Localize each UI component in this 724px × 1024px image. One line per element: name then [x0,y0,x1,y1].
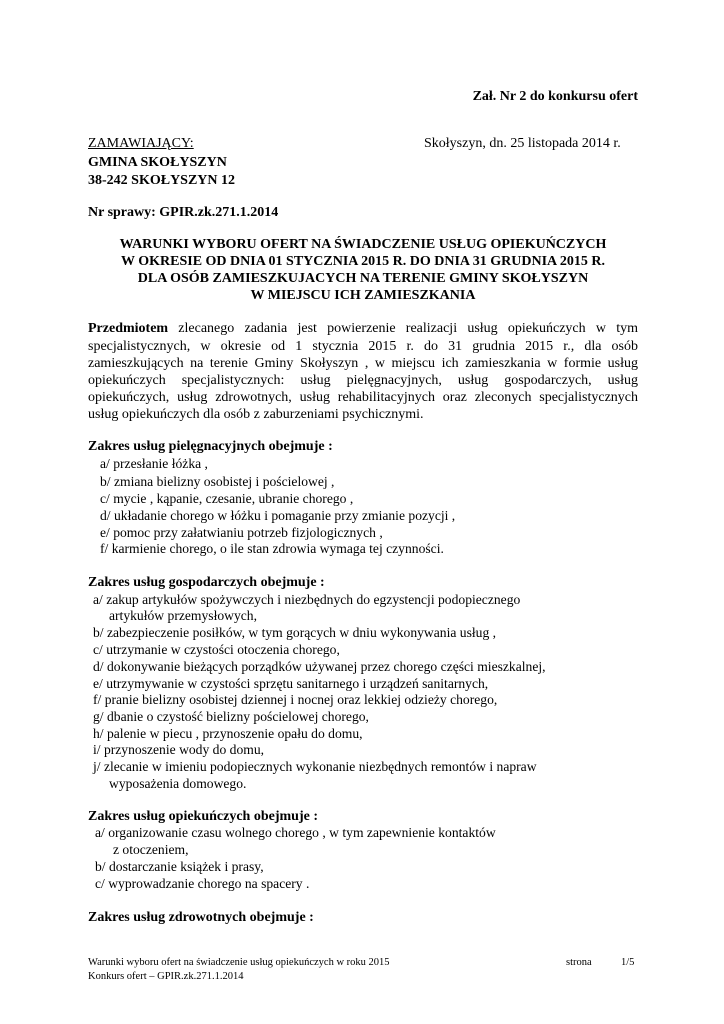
household-item: wyposażenia domowego. [109,776,247,791]
contracting-address: 38-242 SKOŁYSZYN 12 [88,173,236,188]
footer-line-2: Konkurs ofert – GPIR.zk.271.1.2014 [88,971,244,982]
nursing-item: f/ karmienie chorego, o ile stan zdrowia wymaga tej czynności. [100,541,444,556]
nursing-item: c/ mycie , kąpanie, czesanie, ubranie chorego , [100,491,354,506]
nursing-item: e/ pomoc przy załatwianiu potrzeb fizjologicznych , [100,525,383,540]
subject-line-5: opiekuńczych, usług zdrowotnych, usług rehabilitacyjnych oraz zleconych specjalistycznych [88,390,638,405]
subject-line-1-text: zlecanego zadania jest powierzenie realizacji usług opiekuńczych w tym [168,321,638,336]
nursing-item: b/ zmiana bielizny osobistej i pościelowej , [100,474,335,489]
subject-lead: Przedmiotem [88,321,169,336]
household-heading: Zakres usług gospodarczych obejmuje : [88,575,325,590]
subject-line-3: zamieszkujących na terenie Gminy Skołyszyn , w miejscu ich zamieszkania w formie usług [88,356,638,371]
household-item: g/ dbanie o czystość bielizny pościelowej chorego, [93,709,369,724]
subject-line-6: usług opiekuńczych dla osób z zaburzeniami psychicznymi. [88,407,424,422]
title-line-3: DLA OSÓB ZAMIESZKUJACYCH NA TERENIE GMINY SKOŁYSZYN [137,271,589,286]
household-item: j/ zlecanie w imieniu podopiecznych wykonanie niezbędnych remontów i napraw [93,759,537,774]
care-item: a/ organizowanie czasu wolnego chorego , w tym zapewnienie kontaktów [95,825,496,840]
care-item: c/ wyprowadzanie chorego na spacery . [95,876,310,891]
household-item: d/ dokonywanie bieżących porządków używanej przez chorego części mieszkalnej, [93,659,546,674]
nursing-item: d/ układanie chorego w łóżku i pomaganie przy zmianie pozycji , [100,508,456,523]
case-number: Nr sprawy: GPIR.zk.271.1.2014 [88,205,279,220]
household-item: a/ zakup artykułów spożywczych i niezbędnych do egzystencji podopiecznego [93,592,521,607]
household-item: f/ pranie bielizny osobistej dziennej i nocnej oraz lekkiej odzieży chorego, [93,692,498,707]
contracting-name: GMINA SKOŁYSZYN [88,155,227,170]
contracting-label: ZAMAWIAJĄCY: [88,136,194,151]
health-heading: Zakres usług zdrowotnych obejmuje : [88,910,314,925]
subject-line-2: specjalistycznych, w okresie od 1 stycznia 2015 r. do 31 grudnia 2015 r., dla osób [88,339,638,354]
place-date: Skołyszyn, dn. 25 listopada 2014 r. [424,136,621,151]
care-item: b/ dostarczanie książek i prasy, [95,859,264,874]
household-item: i/ przynoszenie wody do domu, [93,742,265,757]
footer-page-number: 1/5 [621,957,635,968]
title-line-4: W MIEJSCU ICH ZAMIESZKANIA [250,288,476,303]
footer-line-1: Warunki wyboru ofert na świadczenie usług opiekuńczych w roku 2015 [88,957,390,968]
attachment-label: Zał. Nr 2 do konkursu ofert [472,89,638,104]
footer-page-label: strona [566,957,592,968]
household-item: h/ palenie w piecu , przynoszenie opału do domu, [93,726,363,741]
household-item: e/ utrzymywanie w czystości sprzętu sanitarnego i urządzeń sanitarnych, [93,676,489,691]
household-item: artykułów przemysłowych, [109,608,257,623]
title-line-1: WARUNKI WYBORU OFERT NA ŚWIADCZENIE USŁUG OPIEKUŃCZYCH [119,237,607,252]
nursing-item: a/ przesłanie łóżka , [100,456,208,471]
title-line-2: W OKRESIE OD DNIA 01 STYCZNIA 2015 R. DO DNIA 31 GRUDNIA 2015 R. [121,254,605,269]
care-item: z otoczeniem, [113,842,189,857]
household-item: b/ zabezpieczenie posiłków, w tym gorących w dniu wykonywania usług , [93,625,497,640]
subject-line-1 [88,320,638,337]
subject-line-4: opiekuńczych specjalistycznych: usług pielęgnacyjnych, usług gospodarczych, usług [88,373,638,388]
nursing-heading: Zakres usług pielęgnacyjnych obejmuje : [88,439,333,454]
household-item: c/ utrzymanie w czystości otoczenia chorego, [93,642,340,657]
care-heading: Zakres usług opiekuńczych obejmuje : [88,809,318,824]
